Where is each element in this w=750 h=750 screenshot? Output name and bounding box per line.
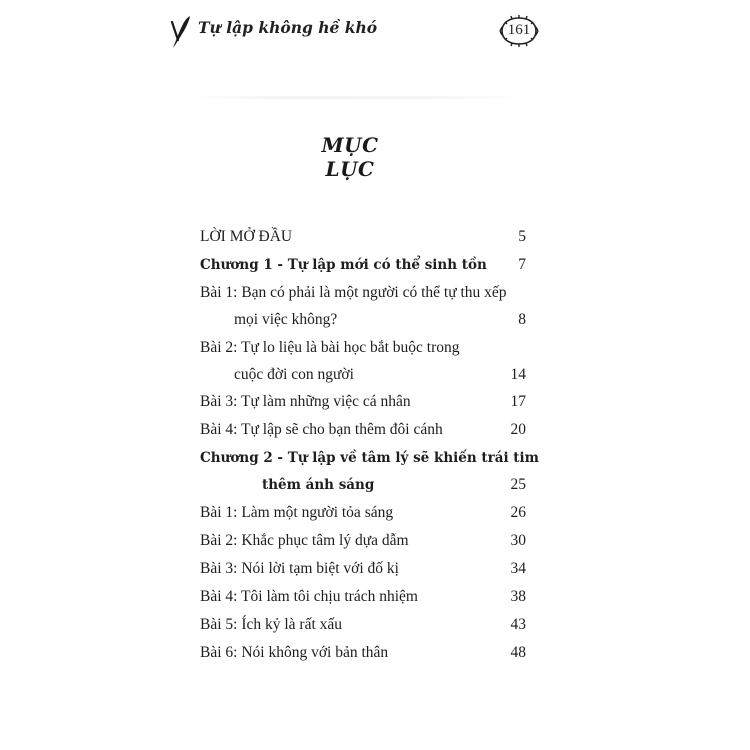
toc-entry-label: Chương 1 - Tự lập mới có thể sinh tồn: [200, 257, 487, 273]
running-head: Tự lập không hề khó: [198, 18, 378, 37]
toc-entry-label: Bài 4: Tự lập sẽ cho bạn thêm đôi cánh: [200, 421, 443, 438]
page-number-badge: [497, 14, 541, 48]
toc-entry-page: 8: [518, 311, 526, 328]
bleed-through-line: [190, 96, 530, 99]
toc-entry-label: Bài 2: Khắc phục tâm lý dựa dẫm: [200, 532, 409, 549]
toc-entry-label: Bài 1: Làm một người tỏa sáng: [200, 504, 394, 521]
toc-entry-page: 30: [510, 532, 526, 549]
toc-entry-label: Bài 5: Ích kỷ là rất xấu: [200, 616, 343, 633]
toc-title: MỤC LỤC: [321, 133, 379, 181]
toc-entry-page: 17: [510, 393, 526, 410]
toc-entry-label: Bài 2: Tự lo liệu là bài học bắt buộc trong: [200, 339, 460, 356]
toc-entry-continuation: thêm ánh sáng: [262, 477, 375, 493]
feather-icon: [170, 14, 192, 50]
page-number: 161: [507, 22, 531, 38]
toc-entry-page: 26: [510, 504, 526, 521]
toc-entry-label: Bài 1: Bạn có phải là một người có thể tự thu xếp: [200, 284, 507, 301]
toc-entry-page: 7: [518, 256, 526, 273]
toc-entry-page: 14: [510, 366, 526, 383]
toc-entry-page: 43: [510, 616, 526, 633]
toc-entry-continuation: mọi việc không?: [234, 311, 338, 328]
toc-entry-page: 38: [510, 588, 526, 605]
toc-entry-label: Bài 3: Nói lời tạm biệt với đố kị: [200, 560, 399, 577]
toc-entry-page: 25: [510, 476, 526, 493]
toc-entry-label: LỜI MỞ ĐẦU: [200, 228, 293, 245]
toc-entry-label: Bài 6: Nói không với bản thân: [200, 644, 389, 661]
toc-entry-label: Bài 4: Tôi làm tôi chịu trách nhiệm: [200, 588, 418, 605]
toc-entry-continuation: cuộc đời con người: [234, 366, 354, 383]
toc-entry-label: Chương 2 - Tự lập về tâm lý sẽ khiến trái tim: [200, 450, 539, 466]
toc-entry-label: Bài 3: Tự làm những việc cá nhân: [200, 393, 411, 410]
toc-entry-page: 5: [518, 228, 526, 245]
toc-entry-page: 20: [510, 421, 526, 438]
toc-entry-page: 48: [510, 644, 526, 661]
toc-entry-page: 34: [510, 560, 526, 577]
